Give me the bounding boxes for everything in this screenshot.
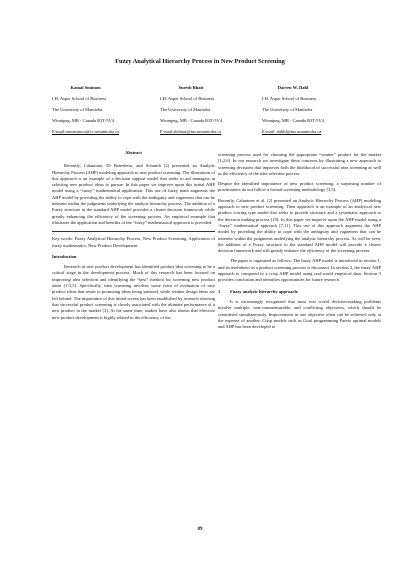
author-2	[160, 82, 222, 137]
body-paragraph: The paper is organized as follows: The fuzzy AHP model is introduced in section 1, and its usefulness as a product screening process is discussed. In section 2, the fuzzy AHP approach is compared to a crisp AHP model using real-world empirical data. Section 3 provides conclusion and identifies opportunities for future research.	[218, 258, 381, 283]
author-university: The University of Manitoba	[160, 107, 211, 112]
right-column	[218, 152, 381, 334]
author-name: Kamal Smimou	[70, 85, 101, 90]
body-paragraph: Despite the identified importance of new product screening, a surprising number of practitioners do not follow a formal screening methodology [3,5].	[218, 181, 381, 193]
introduction-heading: Introduction	[52, 253, 77, 259]
author-affiliation: I.H. Asper School of Business	[262, 96, 317, 101]
author-city: Winnipeg, MB - Canada R3T-5V4	[262, 118, 325, 123]
abstract-text: Recently, Calantone, Di Benedetto, and Schmidt [2] presented an Analytic Hierarchy Process (AHP) modeling approach to new product screening. The illustration of this approach is an example of a decision support model that seeks to aid managers in selecting new product ideas to pursue. In this paper we improve upon this initial AHP model using a “fuzzy” mathematical application. This use of fuzzy math augments the AHP model by providing the ability to cope with the ambiguity and vagueness that can be inherent within the judgments underlying the analytic hierarchy process. The addition of a Fuzzy structure to the standard AHP model provides a clearer decision framework while greatly enhancing the efficiency of the screening process. An empirical example that illustrates the application and benefits of the “fuzzy” mathematical approach is provided.	[52, 163, 215, 225]
author-name: Darren W. Dahl	[277, 85, 309, 90]
body-paragraph: Recently, Calantone et al. [2] presented an Analytic Hierarchy Process (AHP) modeling approach to new product screening. Their approach is an example of an analytical new product scoring type model that seeks to provide structure and a systematic approach to the decision making process [10]. In this paper we improve upon the AHP model using a “fuzzy” mathematical approach [7,11]. This use of this approach augments the AHP model by providing the ability to cope with the ambiguity and vagueness that can be inherent within the judgments underlying the analytic hierarchy process. As will be seen, the addition of a Fuzzy structure to the standard AHP model will provide a clearer decision framework and will greatly enhance the efficiency of the screening process.	[218, 197, 381, 254]
author-city: Winnipeg, MB - Canada R3T-5V4	[52, 118, 115, 123]
section-1-heading	[218, 289, 381, 295]
author-university: The University of Manitoba	[262, 107, 313, 112]
introduction-text: Research in new product development has identified product idea screening to be a critical stage in the development process. Much of this research has been focused on improving idea selection and identifying the “best” method for screening new product ideas [1-3,5]. Specifically, idea screening involves some form of evaluation of new product ideas that result in promising ideas being pursued, while weaker design ideas are left behind. The importance of this initial screen has been established by research showing that successful product screening is closely associated with the ultimate performance of a new product in the market [3]. At the same time, studies have also shown that effective new product development is highly related to the efficiency of the	[52, 264, 215, 320]
abstract-heading: Abstract	[125, 150, 142, 155]
author-city: Winnipeg, MB - Canada R3T-5V4	[160, 118, 223, 123]
section-title: Fuzzy analytic hierarchy approach:	[230, 288, 299, 294]
author-affiliation: I.H. Asper School of Business	[52, 96, 107, 101]
keywords: Key words: Fuzzy Analytical Hierarchy Process, New Product Screening, Application of fuzzy mathematics, New Product Development.	[52, 236, 215, 248]
paper-title: Fuzzy Analytical Hierarchy Process in New Product Screening	[115, 58, 285, 65]
section-number: 1	[218, 288, 221, 294]
page-number: 89	[197, 527, 203, 532]
keywords-divider	[52, 231, 215, 232]
author-email[interactable]: E-mail: dahld@ms.umanitoba.ca	[262, 129, 322, 134]
author-email[interactable]: E-mail:umsmimou@cc.umanitoba.ca	[52, 129, 120, 134]
author-name: Suresh Bhatt	[178, 85, 204, 90]
body-paragraph: screening process used for choosing the appropriate “winner” product for the market [1,2,6]. In our research we investigate these concerns by illustrating a new approach to screening decisions that improves both the likelihood of successful idea screening as well as the efficiency of the idea selection process.	[218, 152, 381, 176]
author-affiliation: I.H. Asper School of Business	[160, 96, 215, 101]
section-1-text: It is increasingly recognized that most real world decision-making problems involve multiple, non-commensurable, and conflicting objectives, which should be considered simultaneously. Improvement in one objective often can be achieved only at the expense of another. Crisp models such as Goal programming Pareto optimal models and AHP has been developed to	[218, 298, 381, 330]
left-column	[52, 150, 215, 325]
author-university: The University of Manitoba	[52, 107, 103, 112]
author-1	[52, 82, 119, 137]
author-email[interactable]: E-mail:skbhatt@ms.umanitoba.ca	[160, 129, 222, 134]
author-3	[262, 82, 324, 137]
